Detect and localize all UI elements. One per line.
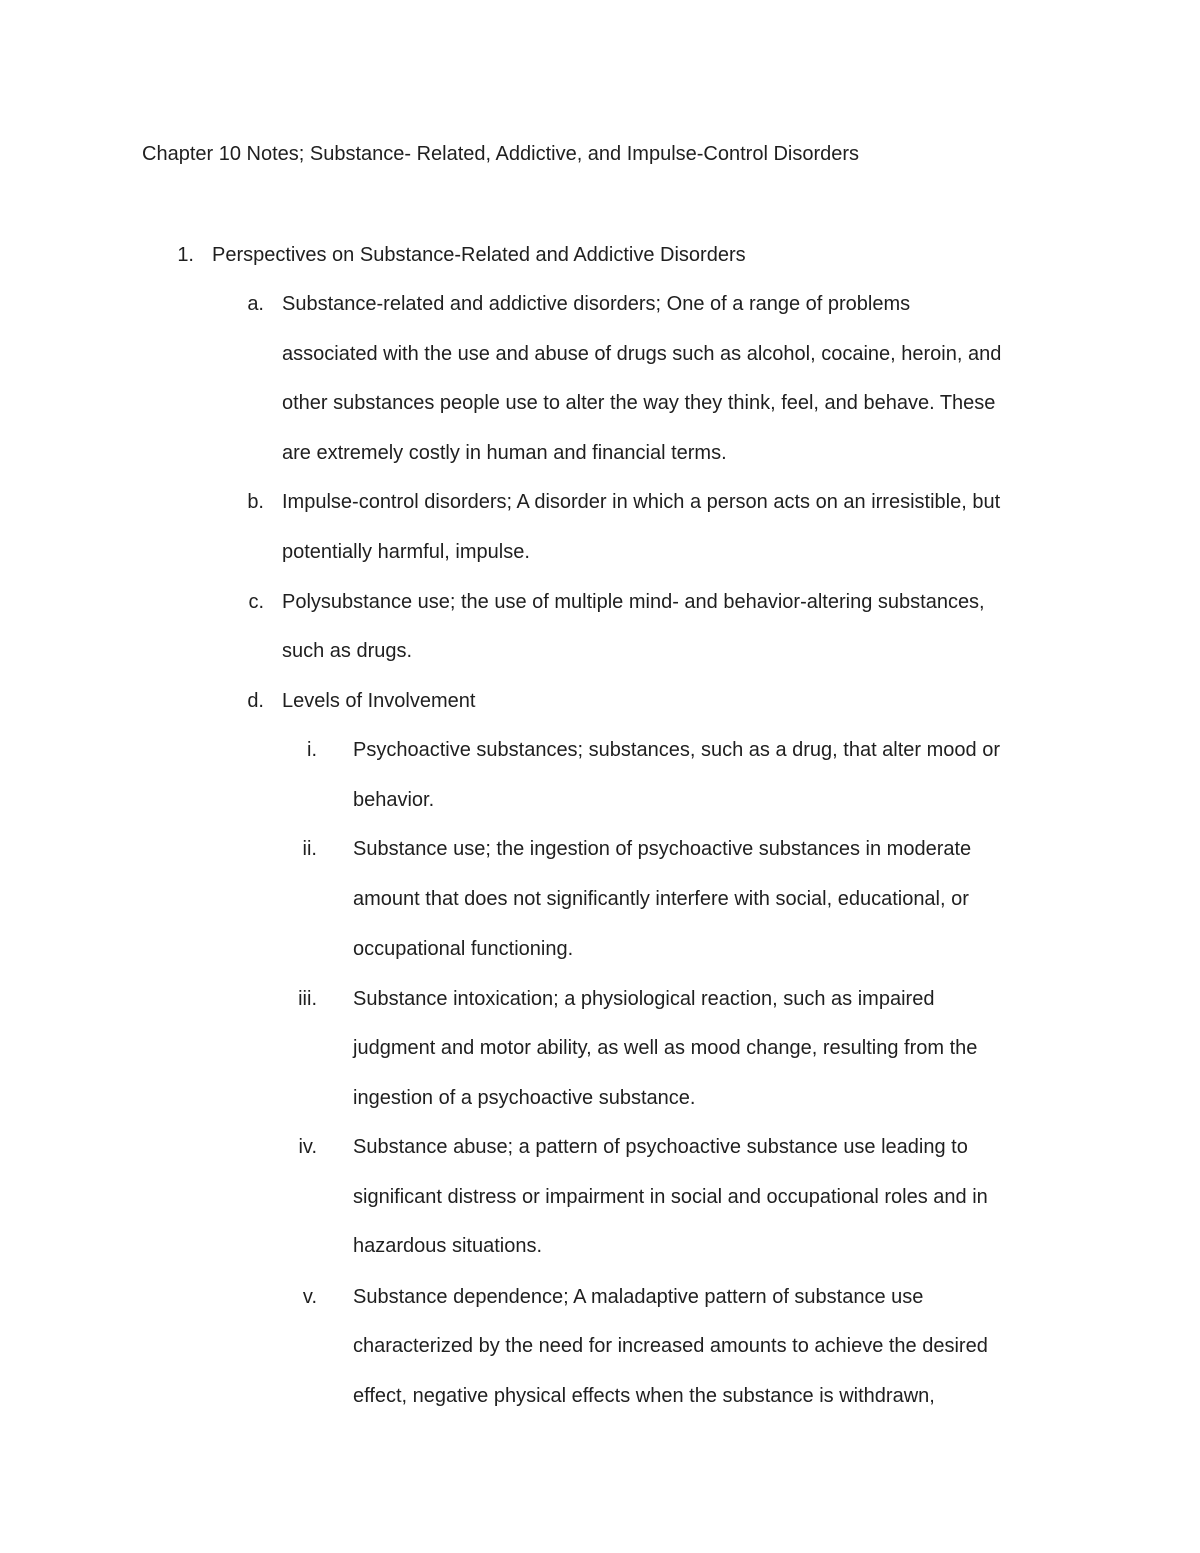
sublist-item-text: behavior. (353, 789, 435, 811)
list-item-text: Substance-related and addictive disorders; One of a range of problems (282, 293, 911, 315)
list-marker: d. (247, 690, 264, 712)
list-item-text: Levels of Involvement (282, 690, 476, 712)
list-item-text: are extremely costly in human and financial terms. (282, 442, 727, 464)
sublist-item-text: Substance dependence; A maladaptive pattern of substance use (353, 1286, 924, 1308)
sublist-item-text: characterized by the need for increased amounts to achieve the desired (353, 1335, 988, 1357)
document-title: Chapter 10 Notes; Substance- Related, Addictive, and Impulse-Control Disorders (142, 143, 860, 165)
list-item-text: other substances people use to alter the way they think, feel, and behave. These (282, 392, 996, 414)
list-item-text: such as drugs. (282, 640, 413, 662)
sublist-item-text: Substance use; the ingestion of psychoactive substances in moderate (353, 838, 972, 860)
list-marker: c. (248, 591, 264, 613)
sublist-item-text: significant distress or impairment in social and occupational roles and in (353, 1186, 988, 1208)
sublist-marker: iii. (298, 988, 317, 1010)
sublist-item-text: judgment and motor ability, as well as mood change, resulting from the (353, 1037, 978, 1059)
sublist-item-text: Substance abuse; a pattern of psychoactive substance use leading to (353, 1136, 968, 1158)
sublist-item-text: Psychoactive substances; substances, such as a drug, that alter mood or (353, 739, 1001, 761)
sublist-item-text: occupational functioning. (353, 938, 574, 960)
sublist-item-text: ingestion of a psychoactive substance. (353, 1087, 696, 1109)
list-marker: a. (247, 293, 264, 315)
section-heading: Perspectives on Substance-Related and Addictive Disorders (212, 244, 746, 266)
sublist-item-text: effect, negative physical effects when the substance is withdrawn, (353, 1385, 935, 1407)
sublist-item-text: amount that does not significantly interfere with social, educational, or (353, 888, 969, 910)
list-item-text: potentially harmful, impulse. (282, 541, 530, 563)
sublist-marker: v. (302, 1286, 317, 1308)
list-item-text: Impulse-control disorders; A disorder in which a person acts on an irresistible, but (282, 491, 1001, 513)
list-item-text: associated with the use and abuse of drugs such as alcohol, cocaine, heroin, and (282, 343, 1002, 365)
list-item-text: Polysubstance use; the use of multiple mind- and behavior-altering substances, (282, 591, 985, 613)
sublist-item-text: Substance intoxication; a physiological reaction, such as impaired (353, 988, 935, 1010)
sublist-item-text: hazardous situations. (353, 1235, 543, 1257)
sublist-marker: iv. (298, 1136, 317, 1158)
sublist-marker: i. (307, 739, 317, 761)
list-marker: b. (247, 491, 264, 513)
list-marker: 1. (177, 244, 194, 266)
sublist-marker: ii. (302, 838, 317, 860)
